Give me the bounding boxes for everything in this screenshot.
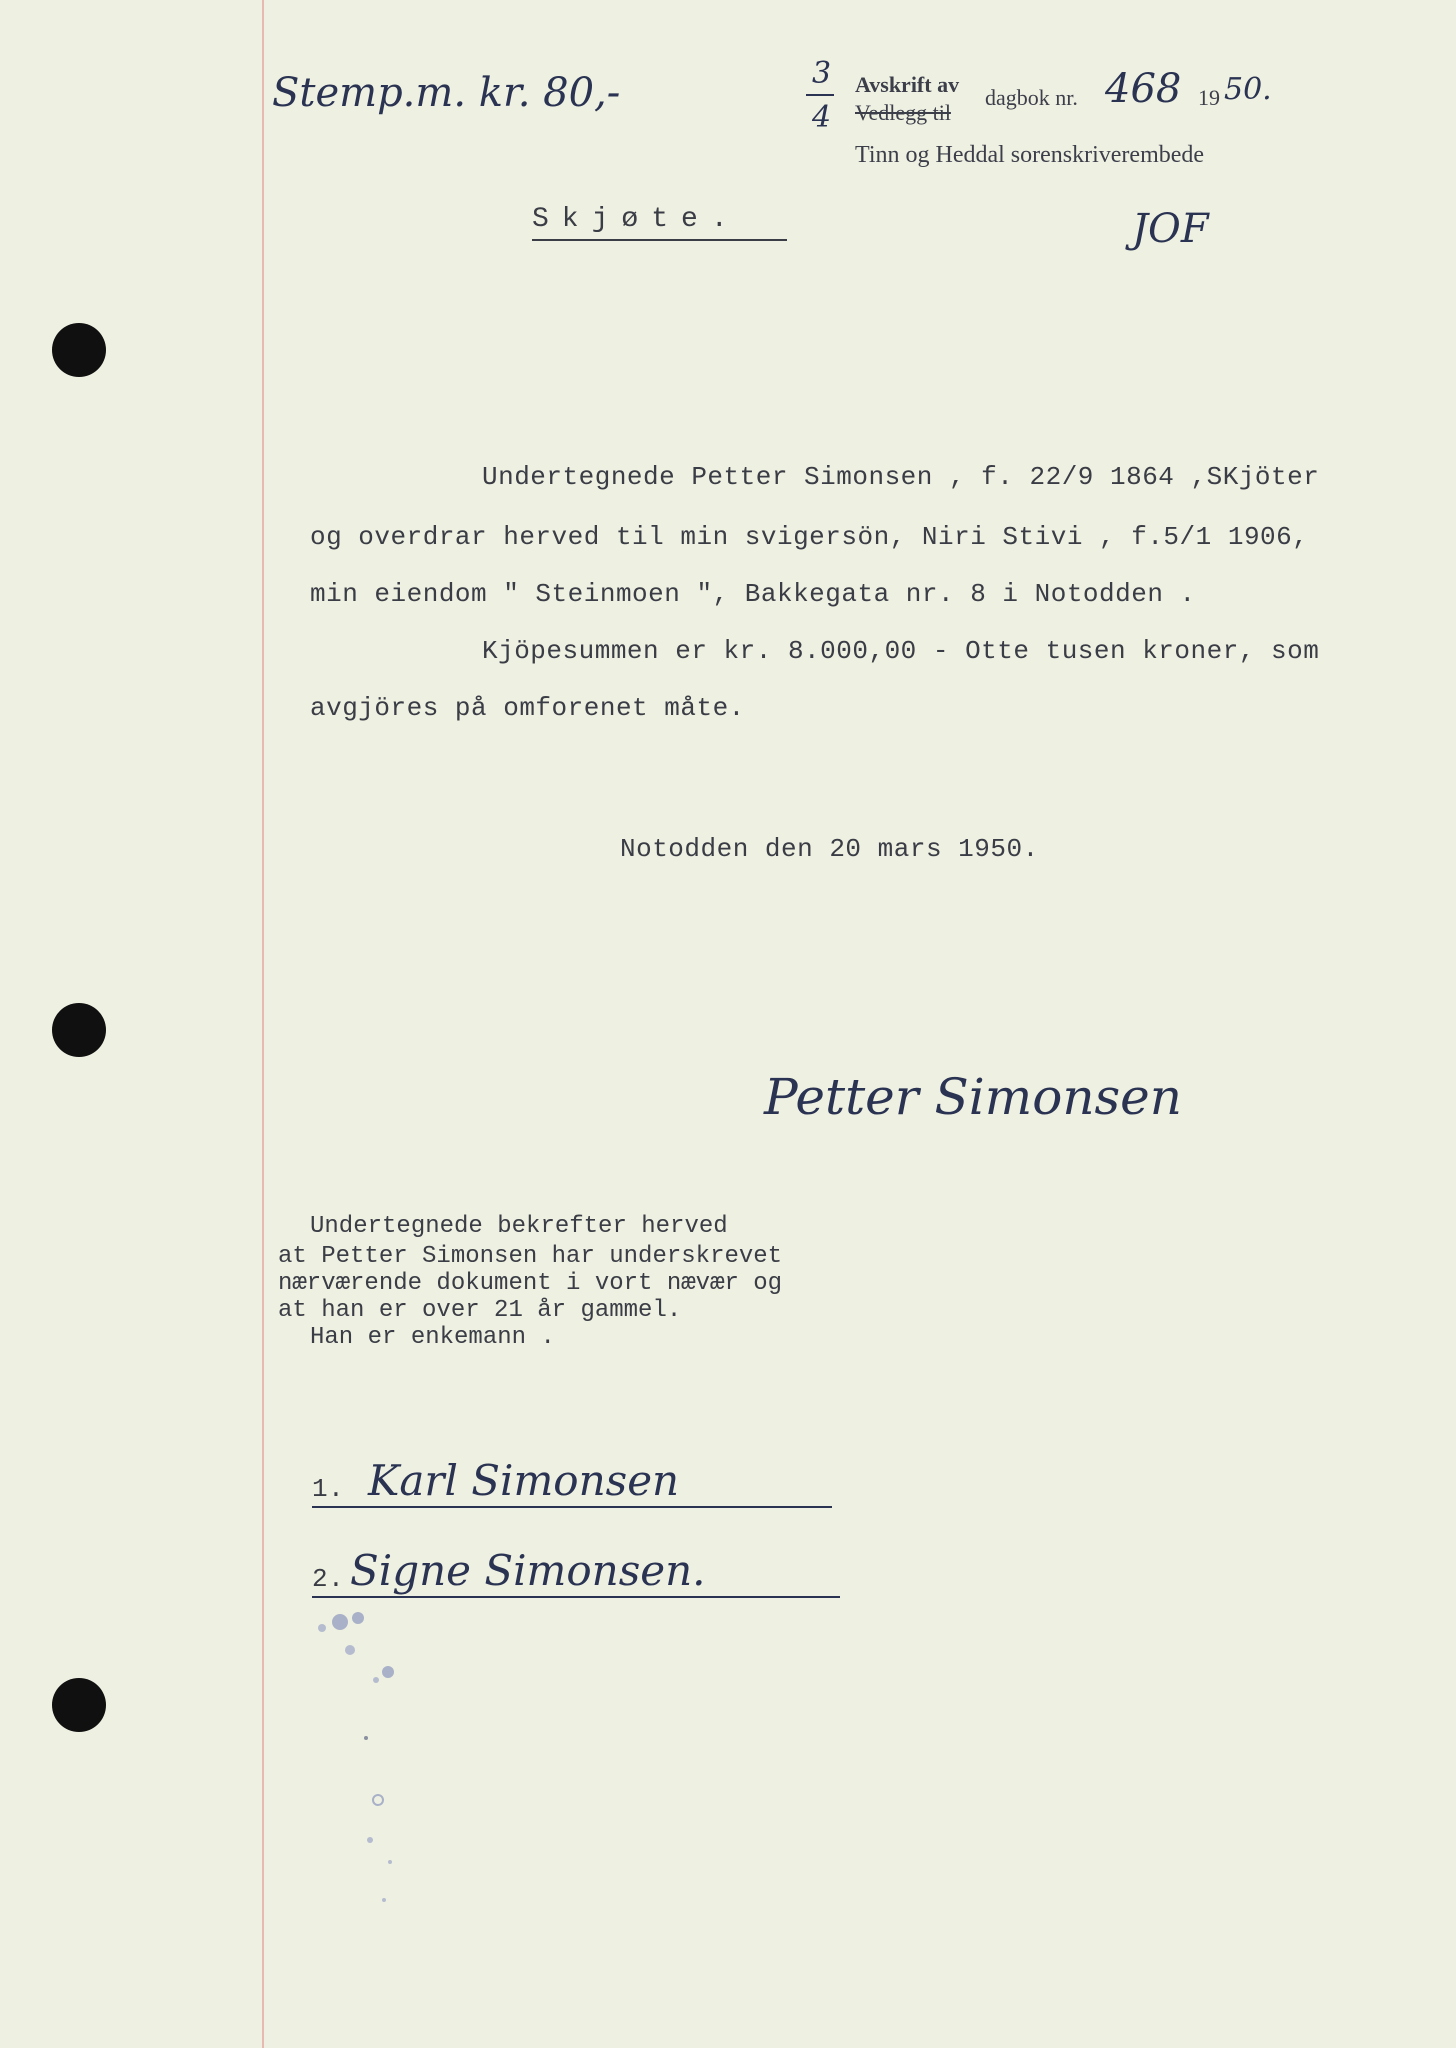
office-name: Tinn og Heddal sorenskriverembede [855,142,1205,168]
witness-line-2: at Petter Simonsen har underskrevet [278,1243,783,1270]
witness-2-number: 2. [312,1564,345,1594]
witness-1-signature: Karl Simonsen [368,1456,680,1505]
body-line-5: avgjöres på omforenet måte. [310,693,745,723]
fraction-bottom: 4 [812,100,832,135]
punch-hole [52,1678,106,1732]
punch-hole [52,323,106,377]
witness-line-3: nærværende dokument i vort nævær og [278,1270,783,1297]
body-line-4: Kjöpesummen er kr. 8.000,00 - Otte tusen kroner, som [482,636,1320,666]
document-title: Skjøte. [532,204,787,241]
punch-hole [52,1003,106,1057]
margin-line [262,0,264,2048]
year-prefix: 19 [1198,85,1220,110]
avskrift-label: Avskrift av [855,72,960,97]
witness-2-line [312,1596,840,1598]
witness-1-line [312,1506,832,1508]
stamp-duty-note: Stemp.m. kr. 80,- [272,70,621,116]
witness-line-4: at han er over 21 år gammel. [278,1297,682,1324]
place-date: Notodden den 20 mars 1950. [620,834,1039,864]
seller-signature: Petter Simonsen [764,1068,1182,1126]
dagbok-label: dagbok nr. [985,85,1078,110]
witness-2-signature: Signe Simonsen. [350,1546,706,1595]
ink-blots [300,1600,420,1940]
vedlegg-label: Vedlegg til [855,100,951,125]
dagbok-number: 468 [1105,66,1182,112]
body-line-3: min eiendom " Steinmoen ", Bakkegata nr. 8 i Notodden . [310,579,1196,609]
body-line-1: Undertegnede Petter Simonsen , f. 22/9 1864 ,SKjöter [482,462,1320,492]
fraction-top: 3 [812,56,832,91]
clerk-initials: JOF [1132,206,1209,252]
fraction-bar [806,94,834,96]
witness-line-1: Undertegnede bekrefter herved [310,1213,728,1240]
body-line-2: og overdrar herved til min svigersön, Niri Stivi , f.5/1 1906, [310,522,1309,552]
witness-line-5: Han er enkemann . [310,1324,555,1351]
witness-1-number: 1. [312,1474,345,1504]
year-suffix: 50. [1224,72,1272,107]
